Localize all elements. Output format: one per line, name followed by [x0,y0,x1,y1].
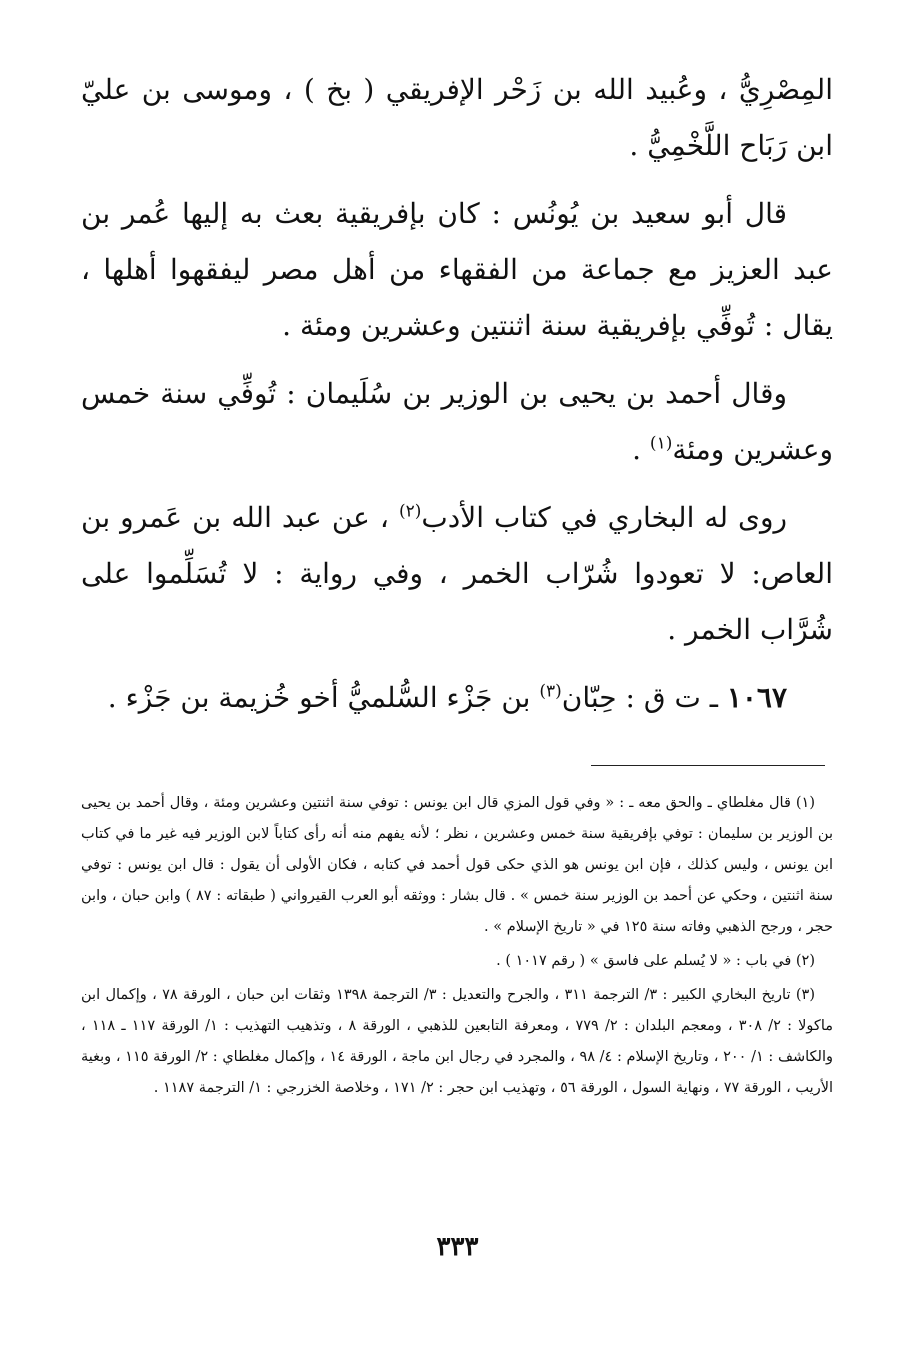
paragraph-ahmad-ibn-yahya [81,366,833,478]
footnote-2: (٢) في باب : « لا يُسلم على فاسق » ( رقم ١٠١٧ ) . [496,953,815,969]
paragraph-continuation [81,62,833,174]
footnote-marker-1: (١) [649,433,673,454]
footnotes [81,788,833,1107]
entry-1067 [81,670,833,726]
page-number: ٣٣٣ [436,1232,479,1262]
paragraph-text-end: . [632,433,650,466]
paragraph-text: روى له البخاري في كتاب الأدب [421,501,787,534]
footnote-3: (٣) تاريخ البخاري الكبير : ٣/ الترجمة ٣١١ ، والجرح والتعديل : ٣/ الترجمة ١٣٩٨ وثقات ابن حبان ، الورقة ٧٨ ، وإكمال ابن ماكولا : ٢/ ٣٠٨ ، ومعجم البلدان : ٢/ ٧٧٩ ، ومعرفة التابعين للذهبي ، الورقة ٨ ، وتذهيب التهذيب : ١/ الورقة ١١٧ ـ ١١٨ ، والكاشف : ١/ ٢٠٠ ، وتاريخ الإسلام : ٤/ ٩٨ ، والمجرد في رجال ابن ماجة ، الورقة ١٤ ، وإكمال مغلطاي : ٢/ الورقة ١١٥ ، وبغية الأريب ، الورقة ٧٧ ، ونهاية السول ، الورقة ٥٦ ، وتهذيب ابن حجر : ٢/ ١٧١ ، وخلاصة الخزرجي : ١/ الترجمة ١١٨٧ . [81,987,834,1096]
main-text [81,62,833,738]
entry-text-end: بن جَزْء السُّلميُّ أخو خُزيمة بن جَزْء . [107,681,540,714]
entry-number: ١٠٦٧ [726,681,787,714]
footnote-marker-2: (٢) [399,501,422,522]
paragraph-ibn-yunus [81,186,833,354]
footnote-marker-3: (٣) [539,681,562,702]
paragraph-text: قال أبو سعيد بن يُونُس : كان بإفريقية بعث به إليها عُمر بن عبد العزيز مع جماعة من الفقهاء من أهل مصر ليفقهوا أهلها ، يقال : تُوفِّي بإفريقية سنة اثنتين وعشرين ومئة . [81,197,833,342]
paragraph-text: وقال أحمد بن يحيى بن الوزير بن سُلَيمان : تُوفِّي سنة خمس وعشرين ومئة [81,377,833,466]
entry-text: ـ ت ق : حِبّان [561,681,727,714]
paragraph-text: المِصْرِيُّ ، وعُبيد الله بن زَحْر الإفريقي ( بخ ) ، وموسى بن عليّ ابن رَبَاح اللَّخْمِيُّ . [81,73,833,162]
footnote-separator [591,765,825,766]
footnote-1: (١) قال مغلطاي ـ والحق معه ـ : « وفي قول المزي قال ابن يونس : توفي سنة اثنتين وعشرين ومئة ، وقال أحمد بن يحيى بن الوزير بن سليمان : توفي بإفريقية سنة خمس وعشرين ، نظر ؛ لأنه يفهم منه أنه رأى كتاباً لابن الوزير فيه غير ما في كتاب ابن يونس ، وليس كذلك ، فإن ابن يونس هو الذي حكى قول أحمد في كتابه ، فكان الأولى أن يقول : قال ابن يونس : توفي سنة اثنتين ، وحكي عن أحمد بن الوزير سنة خمس » . قال بشار : ووثقه أبو العرب القيرواني ( طبقاته : ٨٧ ) وابن حبان ، وابن حجر ، ورجح الذهبي وفاته سنة ١٢٥ في « تاريخ الإسلام » . [81,795,833,935]
paragraph-bukhari [81,490,833,658]
paragraph-text-end: ، عن عبد الله بن عَمرو بن العاص: لا تعودوا شُرّاب الخمر ، وفي رواية : لا تُسَلِّموا على شُرَّاب الخمر . [81,501,833,646]
